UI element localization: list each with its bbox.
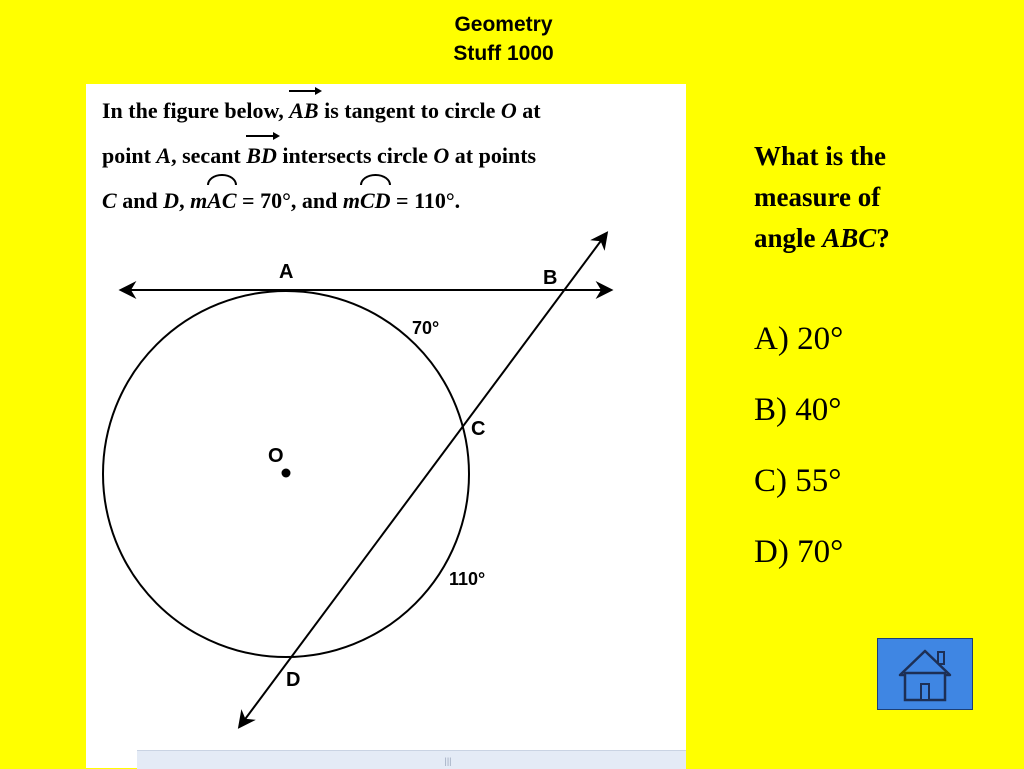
measure-symbol: m xyxy=(342,188,360,213)
answer-choices xyxy=(754,318,954,602)
question-line-2: measure of xyxy=(754,182,881,212)
arc-ac-measure: 70° xyxy=(412,318,440,338)
horizontal-scrollbar[interactable] xyxy=(137,750,686,769)
home-button[interactable] xyxy=(877,638,973,710)
title-line-1: Geometry xyxy=(454,13,553,36)
label-c: C xyxy=(471,418,486,440)
label-a: A xyxy=(279,261,294,283)
problem-text-segment: , secant xyxy=(171,143,247,168)
measure-symbol: m xyxy=(190,188,208,213)
problem-text-segment: at xyxy=(516,98,541,123)
arc-ac: AC xyxy=(207,178,236,223)
choice-d[interactable]: D) 70° xyxy=(754,534,844,570)
arc-cd-measure: 110° xyxy=(449,569,486,589)
label-d: D xyxy=(286,669,301,691)
point-name: A xyxy=(156,143,172,168)
label-b: B xyxy=(543,267,558,289)
problem-text-segment: and xyxy=(116,188,164,213)
arc-cd: CD xyxy=(360,178,391,223)
question-line-1: What is the xyxy=(754,141,887,171)
question-text-segment: angle xyxy=(754,223,823,253)
ray-ab: AB xyxy=(289,88,318,133)
problem-text-segment: is tangent to circle xyxy=(318,98,501,123)
question-text xyxy=(754,136,954,259)
ray-bd: BD xyxy=(246,133,277,178)
problem-text-segment: at points xyxy=(449,143,537,168)
point-name: C xyxy=(102,188,117,213)
circle-name: O xyxy=(433,143,450,168)
label-o: O xyxy=(268,445,284,467)
secant-line-bd xyxy=(240,234,606,726)
slide-title xyxy=(0,10,1007,68)
point-name: D xyxy=(163,188,180,213)
geometry-figure xyxy=(86,84,686,768)
scrollbar-grip-icon[interactable]: ||| xyxy=(444,756,452,766)
problem-image-panel xyxy=(86,84,686,768)
problem-text-segment: point xyxy=(102,143,157,168)
problem-text-segment: = 70°, and xyxy=(236,188,343,213)
home-icon xyxy=(878,639,972,709)
problem-text-segment: In the figure below, xyxy=(102,98,290,123)
choice-b[interactable]: B) 40° xyxy=(754,392,842,428)
question-text-segment: ? xyxy=(876,223,890,253)
problem-text-segment: intersects circle xyxy=(276,143,434,168)
problem-text-segment: , xyxy=(179,188,191,213)
choice-a[interactable]: A) 20° xyxy=(754,321,844,357)
question-line-3 xyxy=(754,218,954,259)
angle-name: ABC xyxy=(822,223,877,253)
choice-c[interactable]: C) 55° xyxy=(754,463,842,499)
title-line-2: Stuff 1000 xyxy=(453,42,554,65)
problem-text-segment: = 110°. xyxy=(390,188,461,213)
circle-name: O xyxy=(500,98,517,123)
center-point xyxy=(282,469,291,478)
